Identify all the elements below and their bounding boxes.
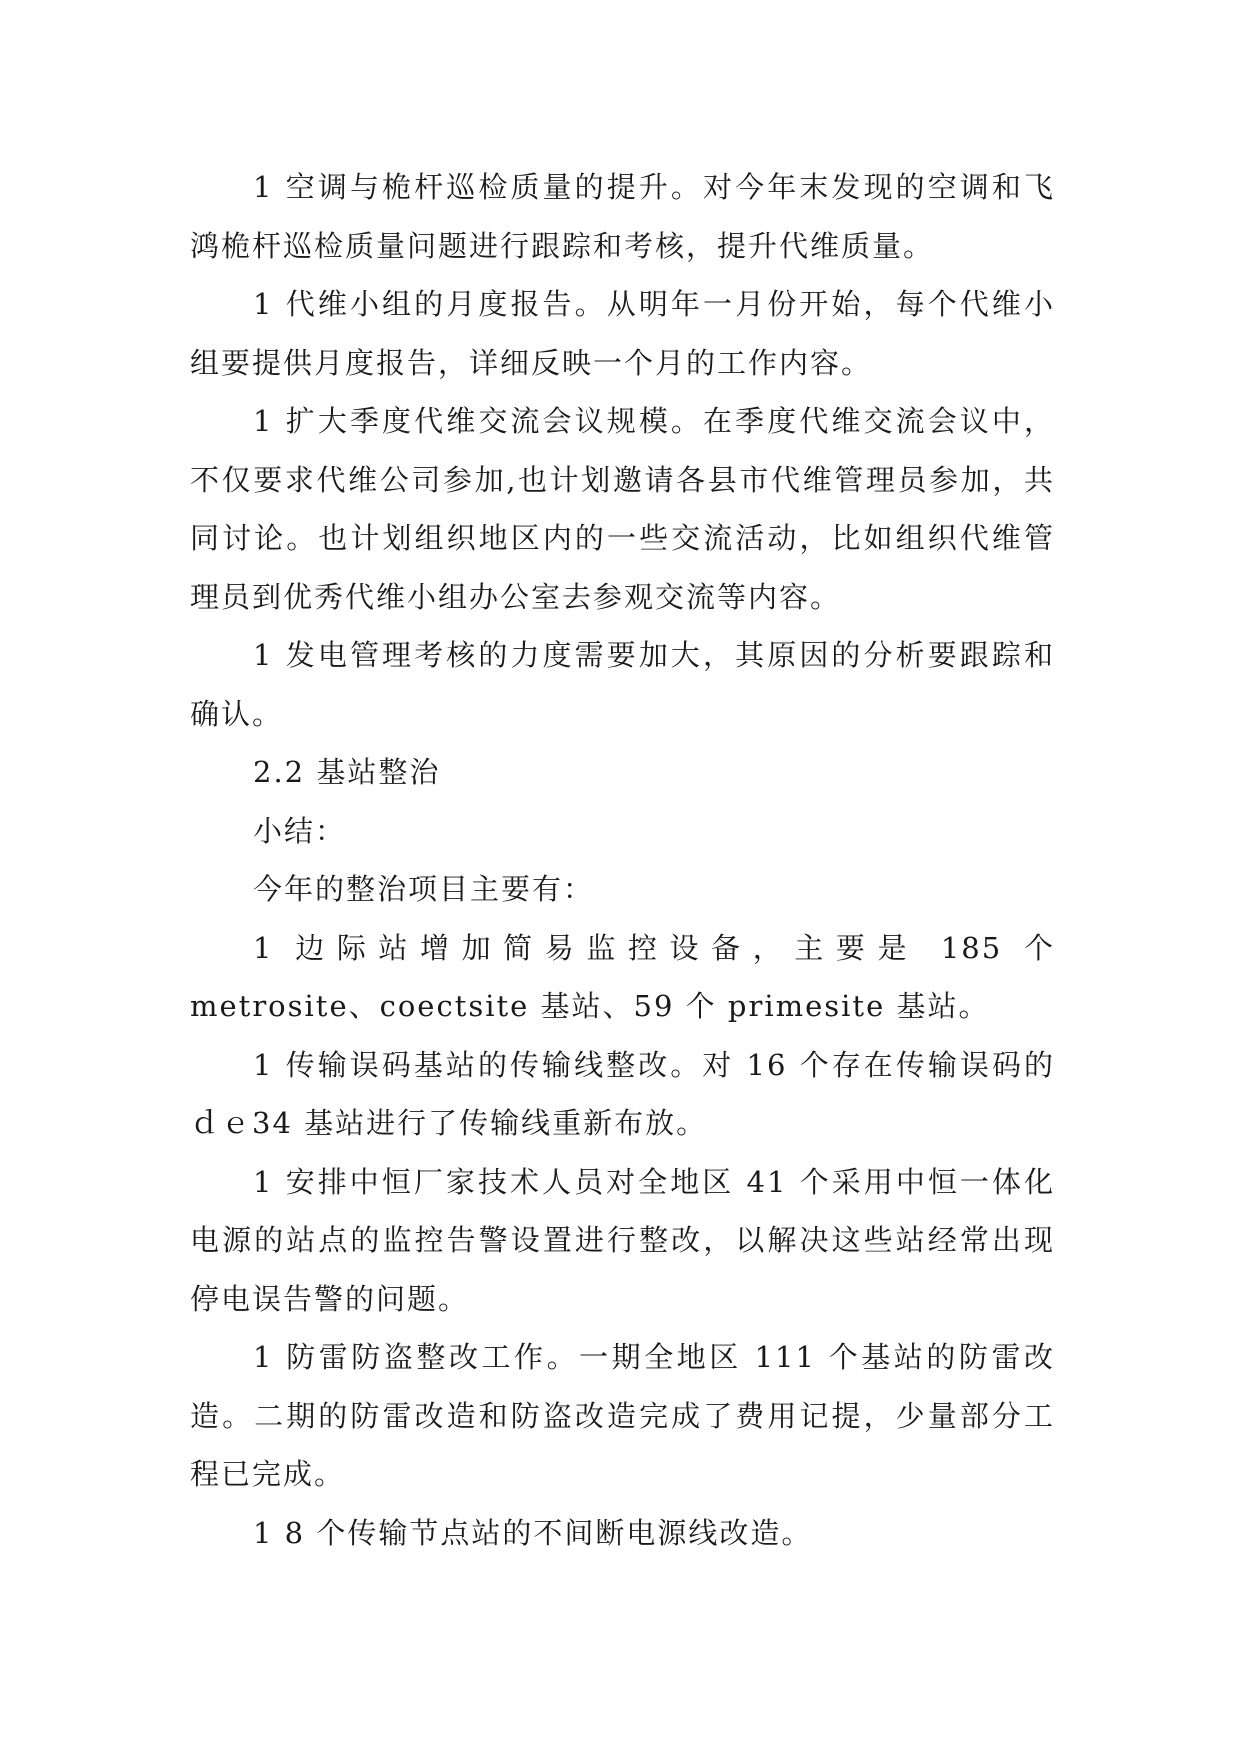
paragraph-transmission-line: 1 传输误码基站的传输线整改。对 16 个存在传输误码的ｄｅ34 基站进行了传输线重新布放。 [190,1047,1055,1140]
paragraph-projects-intro: 今年的整治项目主要有： [253,872,595,906]
paragraph-zhongheng-power: 1 安排中恒厂家技术人员对全地区 41 个采用中恒一体化电源的站点的监控告警设置进行整改，以解决这些站经常出现停电误告警的问题。 [190,1164,1055,1316]
paragraph-lightning-theft: 1 防雷防盗整改工作。一期全地区 111 个基站的防雷改造。二期的防雷改造和防盗改造完成了费用记提，少量部分工程已完成。 [190,1340,1055,1491]
paragraph-quarterly-meeting: 1 扩大季度代维交流会议规模。在季度代维交流会议中，不仅要求代维公司参加,也计划邀请各县市代维管理员参加，共同讨论。也计划组织地区内的一些交流活动，比如组织代维管理员到优秀代维小组办公室去参观交流等内容。 [190,404,1055,614]
paragraph-ups-line: 1 8 个传输节点站的不间断电源线改造。 [253,1515,813,1550]
paragraph-power-generation-assessment: 1 发电管理考核的力度需要加大，其原因的分析要跟踪和确认。 [190,638,1055,731]
section-heading-base-station: 2.2 基站整治 [253,755,441,789]
paragraph-summary-label: 小结： [253,813,347,848]
paragraph-aircon-mast-inspection: 1 空调与桅杆巡检质量的提升。对今年末发现的空调和飞鸿桅杆巡检质量问题进行跟踪和考核，提升代维质量。 [190,170,1055,263]
document-body [190,158,1055,1562]
paragraph-monthly-report: 1 代维小组的月度报告。从明年一月份开始，每个代维小组要提供月度报告，详细反映一个月的工作内容。 [190,287,1055,380]
paragraph-monitoring-equipment: 1 边际站增加简易监控设备，主要是 185 个 metrosite、coectsite 基站、59 个 primesite 基站。 [190,930,1055,1023]
